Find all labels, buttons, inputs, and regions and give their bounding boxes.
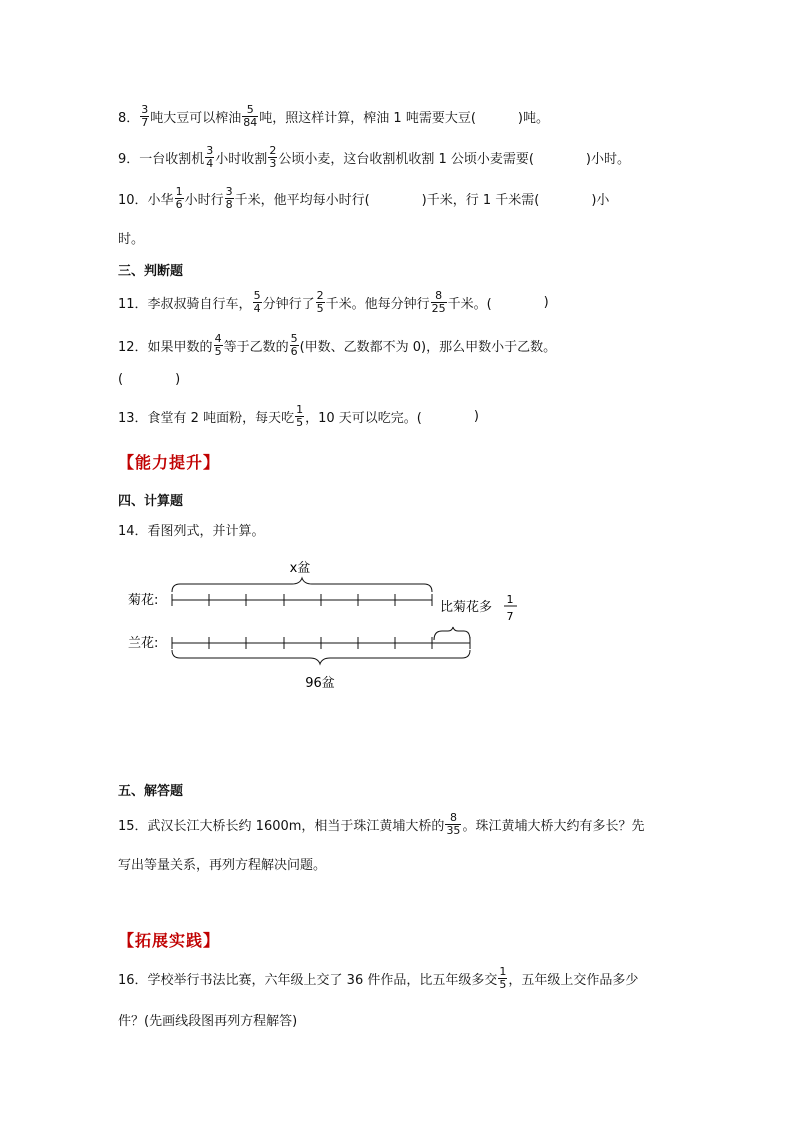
question-text: 写出等量关系，再列方程解决问题。 bbox=[118, 858, 327, 873]
question-15 bbox=[118, 812, 644, 837]
question-text: 时。 bbox=[118, 232, 145, 247]
extra-brace bbox=[434, 627, 470, 640]
question-number: 13． bbox=[118, 411, 148, 426]
question-text: )千米，行 1 千米需( bbox=[421, 193, 540, 208]
question-text: 学校举行书法比赛，六年级上交了 36 件作品，比五年级多交 bbox=[147, 973, 498, 988]
question-number: 16． bbox=[118, 973, 148, 988]
question-15-continued bbox=[118, 854, 326, 873]
question-16 bbox=[118, 966, 638, 991]
question-text: 分钟行了 bbox=[262, 297, 315, 312]
question-text: 。珠江黄埔大桥大约有多长？先 bbox=[462, 819, 645, 834]
question-text: ) bbox=[473, 409, 479, 424]
label-x: x盆 bbox=[289, 561, 311, 576]
question-text: 武汉长江大桥长约 1600m，相当于珠江黄埔大桥的 bbox=[147, 819, 445, 834]
label-juhua: 菊花: bbox=[128, 593, 159, 608]
fraction: $\frac{3}{7}$ bbox=[141, 103, 149, 129]
fraction: $\frac{5}{84}$ bbox=[243, 103, 258, 129]
label-total: 96盆 bbox=[305, 676, 335, 691]
question-number: 9． bbox=[118, 152, 140, 167]
question-text: 如果甲数的 bbox=[147, 340, 213, 355]
question-text: 小时收割 bbox=[215, 152, 268, 167]
fraction: $\frac{2}{3}$ bbox=[269, 144, 277, 170]
question-text: 件？(先画线段图再列方程解答) bbox=[118, 1014, 298, 1029]
fraction: $\frac{8}{25}$ bbox=[431, 289, 446, 315]
fraction: $\frac{1}{5}$ bbox=[499, 965, 507, 991]
label-lanhua: 兰花: bbox=[128, 636, 159, 651]
question-number: 8． bbox=[118, 111, 140, 126]
section-heading-answer: 五、解答题 bbox=[118, 784, 184, 799]
question-text: 等于乙数的 bbox=[223, 340, 289, 355]
section-heading-calculation: 四、计算题 bbox=[118, 494, 184, 509]
question-text: ，10 天可以吃完。( bbox=[305, 411, 422, 426]
question-number: 14． bbox=[118, 524, 148, 539]
question-text: 吨，照这样计算，榨油 1 吨需要大豆( bbox=[259, 111, 476, 126]
question-16-continued bbox=[118, 1010, 297, 1029]
more-fraction-numerator: 1 bbox=[506, 593, 514, 606]
question-text: 看图列式，并计算。 bbox=[147, 524, 265, 539]
red-heading-extension: 【拓展实践】 bbox=[118, 931, 221, 950]
question-text: ( bbox=[118, 372, 124, 387]
question-number: 12． bbox=[118, 340, 148, 355]
more-fraction-denominator: 7 bbox=[506, 610, 514, 623]
fraction: $\frac{1}{6}$ bbox=[175, 185, 183, 211]
question-text: (甲数、乙数都不为 0)，那么甲数小于乙数。 bbox=[299, 340, 557, 355]
question-text: 一台收割机 bbox=[139, 152, 205, 167]
red-heading-ability: 【能力提升】 bbox=[118, 453, 221, 472]
question-text: 千米。( bbox=[447, 297, 492, 312]
question-text: 千米，他平均每小时行( bbox=[234, 193, 370, 208]
question-text: 公顷小麦，这台收割机收割 1 公顷小麦需要( bbox=[278, 152, 534, 167]
question-text: ) bbox=[543, 295, 549, 310]
fraction: $\frac{5}{6}$ bbox=[290, 332, 298, 358]
fraction: $\frac{1}{5}$ bbox=[296, 403, 304, 429]
fraction: $\frac{2}{5}$ bbox=[316, 289, 324, 315]
question-text: 小华 bbox=[147, 193, 174, 208]
fraction: $\frac{5}{4}$ bbox=[253, 289, 261, 315]
question-text: ，五年级上交作品多少 bbox=[508, 973, 639, 988]
question-text: )小 bbox=[591, 193, 610, 208]
fraction: $\frac{8}{35}$ bbox=[446, 811, 461, 837]
question-text: 千米。他每分钟行 bbox=[325, 297, 430, 312]
question-number: 15． bbox=[118, 819, 148, 834]
question-text: ) bbox=[175, 372, 181, 387]
bottom-brace bbox=[172, 650, 470, 664]
question-number: 11． bbox=[118, 297, 148, 312]
question-text: )吨。 bbox=[517, 111, 549, 126]
fraction: $\frac{4}{5}$ bbox=[214, 332, 222, 358]
section-heading-judgement: 三、判断题 bbox=[118, 264, 184, 279]
question-number: 10． bbox=[118, 193, 148, 208]
question-text: 小时行 bbox=[184, 193, 224, 208]
label-more: 比菊花多 bbox=[440, 600, 493, 615]
question-text: 李叔叔骑自行车， bbox=[147, 297, 252, 312]
fraction: $\frac{3}{8}$ bbox=[225, 185, 233, 211]
question-text: 食堂有 2 吨面粉，每天吃 bbox=[147, 411, 295, 426]
fraction: $\frac{3}{4}$ bbox=[206, 144, 214, 170]
top-brace bbox=[172, 578, 432, 592]
question-text: 吨大豆可以榨油 bbox=[150, 111, 242, 126]
question-text: )小时。 bbox=[585, 152, 630, 167]
